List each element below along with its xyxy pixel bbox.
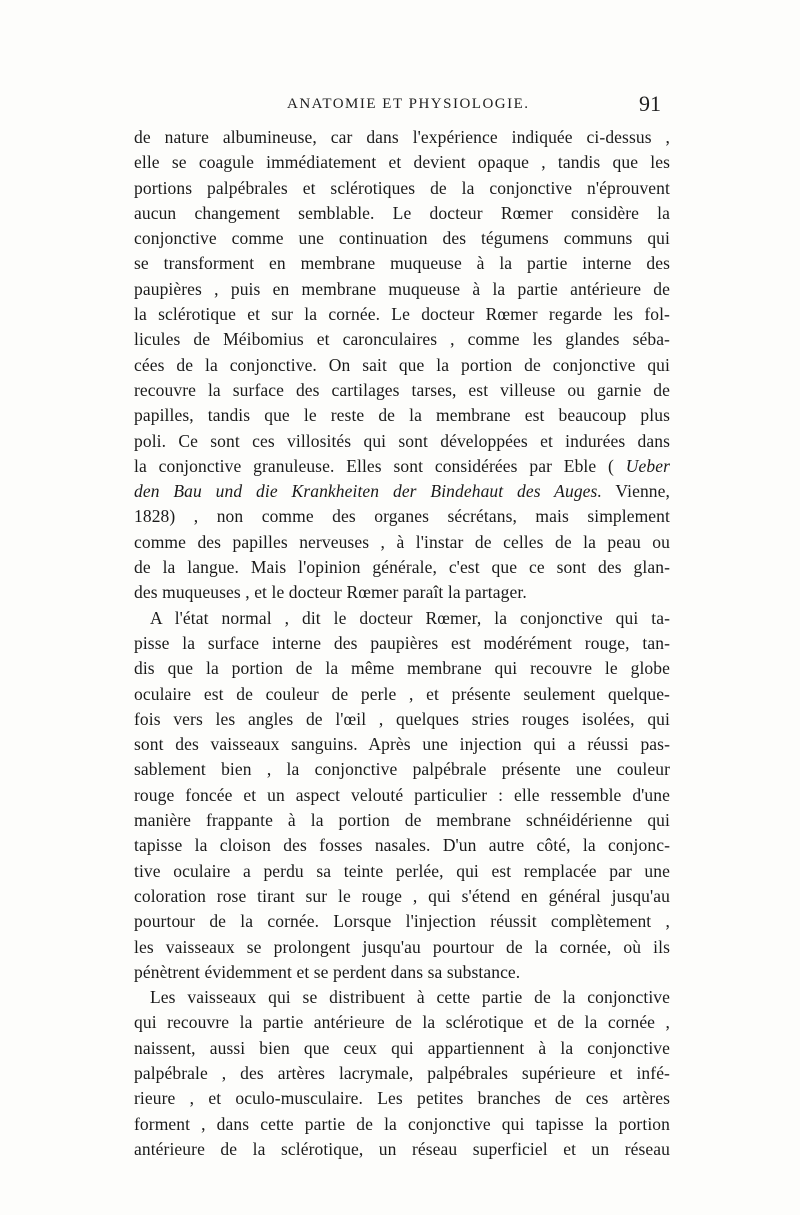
text-line: cées de la conjonctive. On sait que la portion de conjonctive qui <box>134 354 670 375</box>
text-line: elle se coagule immédiatement et devient opaque , tandis que les <box>134 152 670 173</box>
text-line: A l'état normal , dit le docteur Rœmer, la conjonctive qui ta- <box>150 607 670 628</box>
text-line: sont des vaisseaux sanguins. Après une injection qui a réussi pas- <box>134 734 670 755</box>
text-line: conjonctive comme une continuation des tégumens communs qui <box>134 228 670 249</box>
text-line: qui recouvre la partie antérieure de la sclérotique et de la cornée , <box>134 1012 670 1033</box>
text-line: recouvre la surface des cartilages tarses, est villeuse ou garnie de <box>134 379 670 400</box>
citation-italic: den Bau und die Krankheiten der Bindehaut des Auges. <box>134 481 602 502</box>
text-line: palpébrale , des artères lacrymale, palpébrales supérieure et infé- <box>134 1062 670 1083</box>
page-number: 91 <box>639 91 661 116</box>
text-line: des muqueuses , et le docteur Rœmer paraît la partager. <box>134 582 527 603</box>
text-line: Les vaisseaux qui se distribuent à cette partie de la conjonctive <box>150 987 670 1008</box>
text-line: rouge foncée et un aspect velouté particulier : elle ressemble d'une <box>134 784 670 805</box>
text-line: de nature albumineuse, car dans l'expérience indiquée ci-dessus , <box>134 127 670 147</box>
text-line: tive oculaire a perdu sa teinte perlée, qui est remplacée par une <box>134 860 670 881</box>
text-line: naissent, aussi bien que ceux qui appartiennent à la conjonctive <box>134 1037 670 1058</box>
text-line-citation-start <box>134 454 670 479</box>
text-line-part: Vienne, <box>615 481 670 502</box>
text-line: pourtour de la cornée. Lorsque l'injection réussit complètement , <box>134 911 670 932</box>
text-line: la sclérotique et sur la cornée. Le docteur Rœmer regarde les fol- <box>134 304 670 325</box>
text-line: se transforment en membrane muqueuse à la partie interne des <box>134 253 670 274</box>
text-line: oculaire est de couleur de perle , et présente seulement quelque- <box>134 683 670 704</box>
text-line: portions palpébrales et sclérotiques de la conjonctive n'éprouvent <box>134 177 670 198</box>
text-line: antérieure de la sclérotique, un réseau superficiel et un réseau <box>134 1138 670 1159</box>
text-line: aucun changement semblable. Le docteur Rœmer considère la <box>134 202 670 223</box>
text-line: comme des papilles nerveuses , à l'instar de celles de la peau ou <box>134 531 670 552</box>
text-line: paupières , puis en membrane muqueuse à la partie antérieure de <box>134 278 670 299</box>
text-line: sablement bien , la conjonctive palpébrale présente une couleur <box>134 759 670 780</box>
text-line: manière frappante à la portion de membrane schnéidérienne qui <box>134 810 670 831</box>
text-line: 1828) , non comme des organes sécrétans, mais simplement <box>134 506 670 527</box>
text-line: dis que la portion de la même membrane qui recouvre le globe <box>134 658 670 679</box>
text-line: fois vers les angles de l'œil , quelques stries rouges isolées, qui <box>134 708 670 729</box>
text-line: de la langue. Mais l'opinion générale, c'est que ce sont des glan- <box>134 557 670 578</box>
text-line: coloration rose tirant sur le rouge , qui s'étend en général jusqu'au <box>134 885 670 906</box>
text-line: poli. Ce sont ces villosités qui sont développées et indurées dans <box>134 430 670 451</box>
text-line: rieure , et oculo-musculaire. Les petites branches de ces artères <box>134 1088 670 1109</box>
text-line: pisse la surface interne des paupières est modérément rouge, tan- <box>134 632 670 653</box>
body-text <box>134 125 670 1162</box>
running-head: ANATOMIE ET PHYSIOLOGIE. <box>287 96 530 112</box>
text-line: licules de Méibomius et caronculaires , comme les glandes séba- <box>134 329 670 350</box>
text-line: pénètrent évidemment et se perdent dans sa substance. <box>134 961 521 982</box>
text-line: tapisse la cloison des fosses nasales. D'un autre côté, la conjonc- <box>134 835 670 856</box>
text-line: forment , dans cette partie de la conjonctive qui tapisse la portion <box>134 1113 670 1134</box>
citation-italic: Ueber <box>625 455 670 476</box>
text-line: papilles, tandis que le reste de la membrane est beaucoup plus <box>134 405 670 426</box>
text-line-citation <box>134 479 670 504</box>
text-line: les vaisseaux se prolongent jusqu'au pourtour de la cornée, où ils <box>134 936 670 957</box>
page-header <box>0 91 800 120</box>
text-line-part: la conjonctive granuleuse. Elles sont considérées par Eble ( <box>134 455 614 476</box>
